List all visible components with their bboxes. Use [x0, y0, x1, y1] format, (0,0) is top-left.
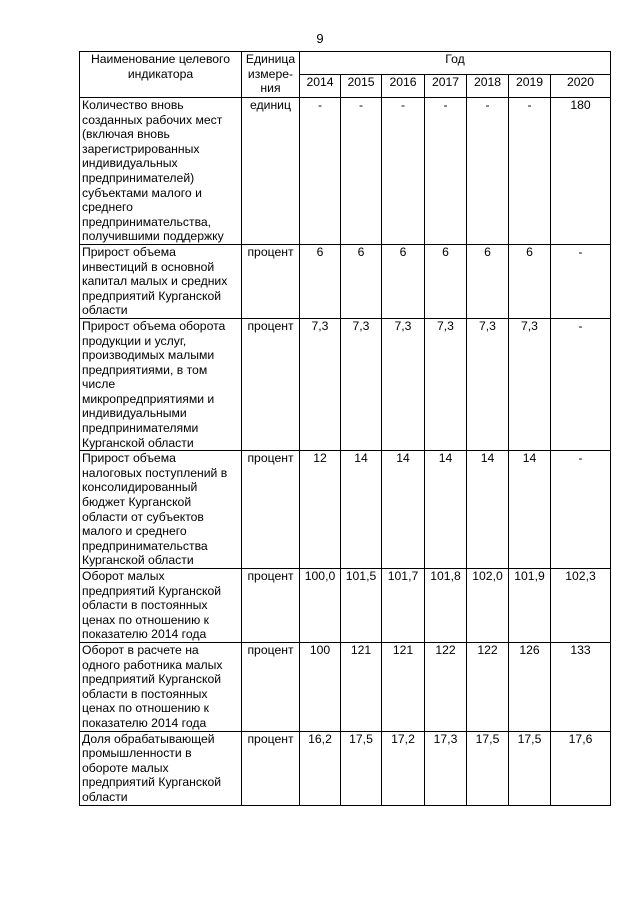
table-body [80, 98, 611, 806]
value-cell-2020: 180 [551, 98, 611, 245]
table-row [80, 569, 611, 643]
value-cell-2017: 7,3 [425, 318, 467, 450]
table-row [80, 318, 611, 450]
value-cell-2020: - [551, 451, 611, 569]
value-cell-2020: 17,6 [551, 731, 611, 805]
value-cell-2015: 14 [341, 451, 382, 569]
value-cell-2016: 101,7 [382, 569, 425, 643]
value-cell-2020: - [551, 318, 611, 450]
value-cell-2018: 17,5 [467, 731, 509, 805]
value-cell-2017: 101,8 [425, 569, 467, 643]
page-number: 9 [316, 31, 324, 46]
value-cell-2020: 102,3 [551, 569, 611, 643]
header-year: 2016 [382, 75, 425, 98]
value-cell-2018: 6 [467, 244, 509, 318]
value-cell-2016: 14 [382, 451, 425, 569]
header-year: 2017 [425, 75, 467, 98]
value-cell-2019: 6 [509, 244, 551, 318]
value-cell-2018: 14 [467, 451, 509, 569]
indicator-name-cell: Прирост объема инвестиций в основной капитал малых и средних предприятий Курганской области [80, 244, 242, 318]
indicator-name-cell: Прирост объема оборота продукции и услуг, производимых малыми предприятиями, в том числе микропредприятиями и индивидуальными предпринимателями Курганской области [80, 318, 242, 450]
indicator-name-cell: Прирост объема налоговых поступлений в консолидированный бюджет Курганской области от субъектов малого и среднего предпринимательства Курганской области [80, 451, 242, 569]
unit-cell: процент [242, 642, 300, 731]
header-year: 2020 [551, 75, 611, 98]
value-cell-2017: - [425, 98, 467, 245]
value-cell-2019: 7,3 [509, 318, 551, 450]
header-name: Наименование целевого индикатора [80, 52, 242, 98]
value-cell-2015: 7,3 [341, 318, 382, 450]
value-cell-2018: 102,0 [467, 569, 509, 643]
table-row [80, 642, 611, 731]
indicator-name-cell: Оборот малых предприятий Курганской области в постоянных ценах по отношению к показателю 2014 года [80, 569, 242, 643]
value-cell-2017: 14 [425, 451, 467, 569]
value-cell-2014: 100,0 [300, 569, 341, 643]
value-cell-2014: 16,2 [300, 731, 341, 805]
value-cell-2015: 17,5 [341, 731, 382, 805]
value-cell-2014: 7,3 [300, 318, 341, 450]
value-cell-2014: 100 [300, 642, 341, 731]
unit-cell: процент [242, 244, 300, 318]
value-cell-2016: 7,3 [382, 318, 425, 450]
indicator-name-cell: Количество вновь созданных рабочих мест (включая вновь зарегистрированных индивидуальных предпринимателей) субъектами малого и среднего предпринимательства, получившими поддержку [80, 98, 242, 245]
value-cell-2014: 12 [300, 451, 341, 569]
indicators-table [79, 51, 611, 806]
unit-cell: процент [242, 569, 300, 643]
header-unit: Единица измере-ния [242, 52, 300, 98]
header-year: 2018 [467, 75, 509, 98]
value-cell-2019: 101,9 [509, 569, 551, 643]
table-row [80, 731, 611, 805]
value-cell-2014: - [300, 98, 341, 245]
value-cell-2014: 6 [300, 244, 341, 318]
unit-cell: процент [242, 318, 300, 450]
value-cell-2015: 121 [341, 642, 382, 731]
header-row [80, 52, 611, 75]
header-year: 2019 [509, 75, 551, 98]
value-cell-2017: 17,3 [425, 731, 467, 805]
value-cell-2019: 17,5 [509, 731, 551, 805]
indicator-name-cell: Оборот в расчете на одного работника малых предприятий Курганской области в постоянных ценах по отношению к показателю 2014 года [80, 642, 242, 731]
unit-cell: единиц [242, 98, 300, 245]
value-cell-2016: - [382, 98, 425, 245]
value-cell-2019: 14 [509, 451, 551, 569]
value-cell-2017: 6 [425, 244, 467, 318]
value-cell-2015: - [341, 98, 382, 245]
indicator-name-cell: Доля обрабатывающей промышленности в обороте малых предприятий Курганской области [80, 731, 242, 805]
value-cell-2015: 6 [341, 244, 382, 318]
table-row [80, 244, 611, 318]
table-row [80, 451, 611, 569]
unit-cell: процент [242, 731, 300, 805]
header-year: 2015 [341, 75, 382, 98]
value-cell-2020: 133 [551, 642, 611, 731]
value-cell-2015: 101,5 [341, 569, 382, 643]
header-year: 2014 [300, 75, 341, 98]
header-year-group: Год [300, 52, 611, 75]
value-cell-2016: 17,2 [382, 731, 425, 805]
value-cell-2019: 126 [509, 642, 551, 731]
value-cell-2020: - [551, 244, 611, 318]
value-cell-2016: 121 [382, 642, 425, 731]
value-cell-2018: - [467, 98, 509, 245]
value-cell-2019: - [509, 98, 551, 245]
value-cell-2018: 7,3 [467, 318, 509, 450]
table-row [80, 98, 611, 245]
value-cell-2017: 122 [425, 642, 467, 731]
unit-cell: процент [242, 451, 300, 569]
value-cell-2018: 122 [467, 642, 509, 731]
value-cell-2016: 6 [382, 244, 425, 318]
